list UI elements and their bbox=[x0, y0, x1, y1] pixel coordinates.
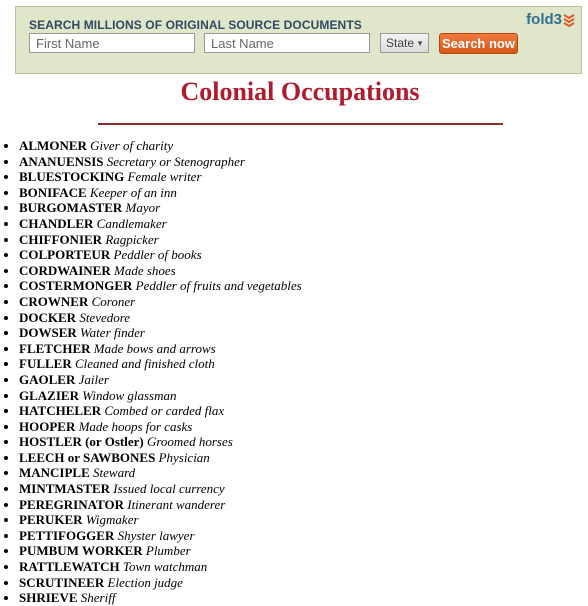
occupation-meaning: Groomed horses bbox=[146, 434, 233, 450]
occupation-term: ANANUENSIS bbox=[19, 153, 104, 169]
occupation-term: MANCIPLE bbox=[19, 465, 90, 481]
occupation-meaning: Itinerant wanderer bbox=[127, 496, 226, 512]
occupation-item bbox=[19, 372, 302, 388]
occupation-meaning: Keeper of an inn bbox=[89, 184, 177, 200]
occupation-meaning: Cleaned and finished cloth bbox=[74, 356, 215, 372]
occupation-term: HOSTLER (or Ostler) bbox=[19, 434, 144, 450]
occupation-term: SHRIEVE bbox=[19, 590, 78, 606]
occupation-item bbox=[19, 419, 302, 435]
occupation-meaning: Plumber bbox=[145, 543, 191, 559]
occupation-item bbox=[19, 559, 302, 575]
occupation-term: COSTERMONGER bbox=[19, 278, 133, 294]
occupation-item bbox=[19, 138, 302, 154]
first-name-input[interactable] bbox=[29, 33, 195, 53]
occupation-item bbox=[19, 403, 302, 419]
occupation-term: CORDWAINER bbox=[19, 262, 111, 278]
occupation-term: PERUKER bbox=[19, 512, 83, 528]
occupation-item bbox=[19, 263, 302, 279]
occupation-term: FULLER bbox=[19, 356, 72, 372]
occupation-item bbox=[19, 434, 302, 450]
occupation-item bbox=[19, 512, 302, 528]
occupation-meaning: Jailer bbox=[78, 371, 109, 387]
occupation-item bbox=[19, 341, 302, 357]
occupation-meaning: Sheriff bbox=[80, 590, 116, 606]
occupation-meaning: Peddler of fruits and vegetables bbox=[135, 278, 302, 294]
occupation-item bbox=[19, 575, 302, 591]
occupation-meaning: Combed or carded flax bbox=[104, 403, 225, 419]
occupation-item bbox=[19, 154, 302, 170]
occupation-item bbox=[19, 169, 302, 185]
occupation-item bbox=[19, 200, 302, 216]
occupation-term: MINTMASTER bbox=[19, 481, 111, 497]
occupation-item bbox=[19, 232, 302, 248]
banner-title: SEARCH MILLIONS OF ORIGINAL SOURCE DOCUMENTS bbox=[29, 18, 362, 32]
occupation-meaning: Made shoes bbox=[113, 262, 176, 278]
occupation-term: BONIFACE bbox=[19, 184, 87, 200]
page-title: Colonial Occupations bbox=[180, 77, 420, 106]
occupation-item bbox=[19, 590, 302, 606]
state-select-label: State bbox=[386, 36, 415, 50]
occupation-term: LEECH or SAWBONES bbox=[19, 449, 156, 465]
occupation-term: DOCKER bbox=[19, 309, 77, 325]
occupation-term: HOOPER bbox=[19, 418, 76, 434]
occupation-term: COLPORTEUR bbox=[19, 247, 111, 263]
chevrons-icon bbox=[563, 13, 575, 27]
search-now-button[interactable]: Search now bbox=[439, 33, 518, 54]
occupation-meaning: Mayor bbox=[125, 200, 161, 216]
occupation-meaning: Candlemaker bbox=[96, 215, 167, 231]
occupation-term: CHIFFONIER bbox=[19, 231, 103, 247]
occupation-meaning: Ragpicker bbox=[105, 231, 159, 247]
occupation-item bbox=[19, 310, 302, 326]
dropdown-arrow-icon: ▼ bbox=[416, 39, 424, 48]
title-divider bbox=[98, 123, 503, 125]
occupation-item bbox=[19, 388, 302, 404]
occupation-term: GAOLER bbox=[19, 371, 76, 387]
occupation-term: PUMBUM WORKER bbox=[19, 543, 143, 559]
occupation-term: BLUESTOCKING bbox=[19, 169, 125, 185]
occupation-item bbox=[19, 294, 302, 310]
occupation-term: HATCHELER bbox=[19, 403, 102, 419]
occupation-item bbox=[19, 481, 302, 497]
occupation-meaning: Stevedore bbox=[79, 309, 131, 325]
occupation-item bbox=[19, 325, 302, 341]
occupation-term: ALMONER bbox=[19, 138, 87, 153]
occupation-meaning: Giver of charity bbox=[90, 138, 174, 153]
occupation-meaning: Shyster lawyer bbox=[117, 527, 195, 543]
occupation-item bbox=[19, 247, 302, 263]
occupation-meaning: Female writer bbox=[127, 169, 202, 185]
occupation-item bbox=[19, 528, 302, 544]
occupation-term: SCRUTINEER bbox=[19, 574, 105, 590]
occupation-meaning: Steward bbox=[93, 465, 136, 481]
search-banner bbox=[15, 6, 582, 74]
occupation-term: PEREGRINATOR bbox=[19, 496, 124, 512]
occupation-term: FLETCHER bbox=[19, 340, 91, 356]
occupation-meaning: Water finder bbox=[80, 325, 145, 341]
occupation-item bbox=[19, 278, 302, 294]
occupation-term: CROWNER bbox=[19, 293, 89, 309]
occupation-meaning: Physician bbox=[158, 449, 210, 465]
occupation-item bbox=[19, 185, 302, 201]
occupation-item bbox=[19, 450, 302, 466]
logo-text: fold3 bbox=[526, 11, 562, 28]
occupation-item bbox=[19, 216, 302, 232]
occupation-term: CHANDLER bbox=[19, 215, 94, 231]
occupation-meaning: Town watchman bbox=[122, 559, 208, 575]
occupation-term: BURGOMASTER bbox=[19, 200, 123, 216]
occupation-term: DOWSER bbox=[19, 325, 77, 341]
occupation-item bbox=[19, 543, 302, 559]
occupation-term: PETTIFOGGER bbox=[19, 527, 115, 543]
occupation-meaning: Peddler of books bbox=[113, 247, 202, 263]
occupation-meaning: Wigmaker bbox=[85, 512, 139, 528]
occupation-meaning: Made hoops for casks bbox=[78, 418, 193, 434]
occupation-meaning: Secretary or Stenographer bbox=[106, 153, 245, 169]
last-name-input[interactable] bbox=[204, 33, 370, 53]
occupation-term: RATTLEWATCH bbox=[19, 559, 120, 575]
occupation-meaning: Coroner bbox=[91, 293, 136, 309]
fold3-logo[interactable] bbox=[526, 11, 575, 28]
occupation-meaning: Issued local currency bbox=[113, 481, 225, 497]
state-select[interactable] bbox=[380, 33, 429, 53]
occupation-item bbox=[19, 356, 302, 372]
occupation-meaning: Election judge bbox=[107, 574, 183, 590]
occupation-item bbox=[19, 465, 302, 481]
occupation-meaning: Window glassman bbox=[82, 387, 177, 403]
occupation-meaning: Made bows and arrows bbox=[93, 340, 216, 356]
occupation-term: GLAZIER bbox=[19, 387, 79, 403]
occupation-list bbox=[0, 138, 302, 606]
occupation-item bbox=[19, 497, 302, 513]
